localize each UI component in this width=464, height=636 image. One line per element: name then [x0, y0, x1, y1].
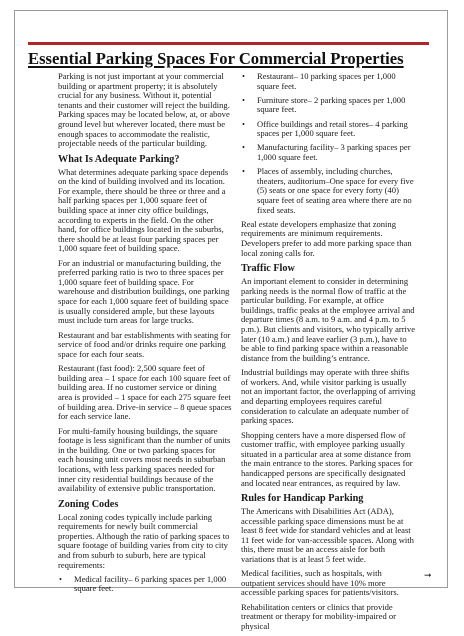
heading-handicap-parking: Rules for Handicap Parking: [241, 492, 364, 504]
heading-adequate-parking: What Is Adequate Parking?: [58, 153, 180, 165]
list-item: • Restaurant– 10 parking spaces per 1,000 square feet.: [241, 72, 416, 91]
list-item: • Furniture store– 2 parking spaces per 1,000 square feet.: [241, 96, 416, 115]
continue-arrow-icon: ➞: [424, 570, 432, 580]
medical-paragraph: Medical facilities, such as hospitals, with outpatient services should have 10% more accessible parking spaces for patients/visitors.: [241, 568, 399, 598]
shifts-paragraph: Industrial buildings may operate with three shifts of workers. And, while visitor parking is usually not an important factor, the overlapping of arriving and departing employees requires careful consideration to calculate an adequate number of parking spaces.: [241, 367, 416, 426]
page-title: Essential Parking Spaces For Commercial Properties: [28, 49, 404, 68]
intro-paragraph: Parking is not just important at your commercial building or apartment property; it is absolutely crucial for any business. Without it, potential tenants and their customer will reject the building. Parking spaces may be located below, at, or above ground level but wherever located, there must be enough spaces to accommodate the realistic, projectable needs of the particular building.: [58, 71, 230, 149]
list-item: • Places of assembly, including churches, theaters, auditorium–One space for every five (5) seats or one space for every forty (40) square feet of seating area where there are no fixed seats.: [241, 167, 416, 215]
zoning-list-left: [58, 575, 232, 594]
industrial-paragraph: For an industrial or manufacturing building, the preferred parking ratio is two to three spaces per 1,000 square feet of building space. For warehouse and distribution buildings, one parking space for each 1,000 square feet of building space is usually considered ample, but these layouts must include turn areas for large trucks.: [58, 257, 230, 326]
heading-traffic-flow: Traffic Flow: [241, 263, 295, 275]
restaurant-paragraph: Restaurant and bar establishments with seating for service of food and/or drinks require one parking space for each four seats.: [58, 329, 231, 359]
fast-food-paragraph: Restaurant (fast food): 2,500 square feet of building area – 1 space for each 100 square feet of building area. If no customer service or dining area is provided – 1 space for each 275 square feet of building area. Drive-in service – 8 queue spaces for each service lane.: [58, 363, 232, 422]
list-item: • Manufacturing facility– 3 parking spaces per 1,000 square feet.: [241, 143, 416, 162]
list-item: • Medical facility– 6 parking spaces per 1,000 square feet.: [58, 575, 232, 594]
developers-paragraph: Real estate developers emphasize that zoning requirements are minimum requirements. Developers prefer to add more parking space than local zoning calls for.: [241, 218, 412, 258]
zoning-list-right: [241, 72, 416, 215]
right-column: [241, 72, 416, 636]
multi-family-paragraph: For multi-family housing buildings, the square footage is less significant than the number of units in the building. One or two parking spaces for each housing unit covers most needs in suburban locations, with less parking spaces needed for inner city residential buildings because of the availability of extensive public transportation.: [58, 425, 231, 494]
heading-zoning-codes: Zoning Codes: [58, 498, 119, 510]
rehab-paragraph: Rehabilitation centers or clinics that provide treatment or therapy for mobility-impaired or physical: [241, 601, 396, 632]
adequate-paragraph: What determines adequate parking space depends on the kind of building involved and its location. For example, there should be three or three and a half parking spaces per 1,000 square feet of building space at inner city office buildings, according to experts in the field. On the other hand, for office buildings located in the suburbs, there should be at least four parking spaces per 1,000 square feet of building space.: [58, 166, 229, 254]
title-accent-bar: [28, 42, 429, 45]
ada-paragraph: The Americans with Disabilities Act (ADA), accessible parking space dimensions must be at least 8 feet wide for standard vehicles and at least 11 feet wide for van-accessible spaces. Along with this, there must be an access aisle for both variations that is at least 5 feet wide.: [241, 505, 414, 564]
traffic-paragraph: An important element to consider in determining parking needs is the normal flow of traffic at the particular building. For example, at office buildings, traffic peaks at the employee arrival and departure times (8 a.m. to 9 a.m. and 4 p.m. to 5 p.m.). But clients and visitors, who typically arrive later (10 a.m.) and leave earlier (3 p.m.), have to be able to find parking space within a reasonable distance from the building’s entrance.: [241, 276, 415, 363]
shopping-paragraph: Shopping centers have a more dispersed flow of customer traffic, with employee parking usually situated in a particular area at some distance from the main entrance to the stores. Parking spaces for handicapped persons are specifically designated and located near entrances, as required by law.: [241, 429, 413, 488]
list-item: • Office buildings and retail stores– 4 parking spaces per 1,000 square feet.: [241, 120, 416, 139]
left-column: [58, 72, 232, 599]
zoning-paragraph: Local zoning codes typically include parking requirements for newly built commercial properties. Although the ratio of parking spaces to square footage of building varies from city to city and from suburb to suburb, here are typical requirements:: [58, 511, 230, 570]
